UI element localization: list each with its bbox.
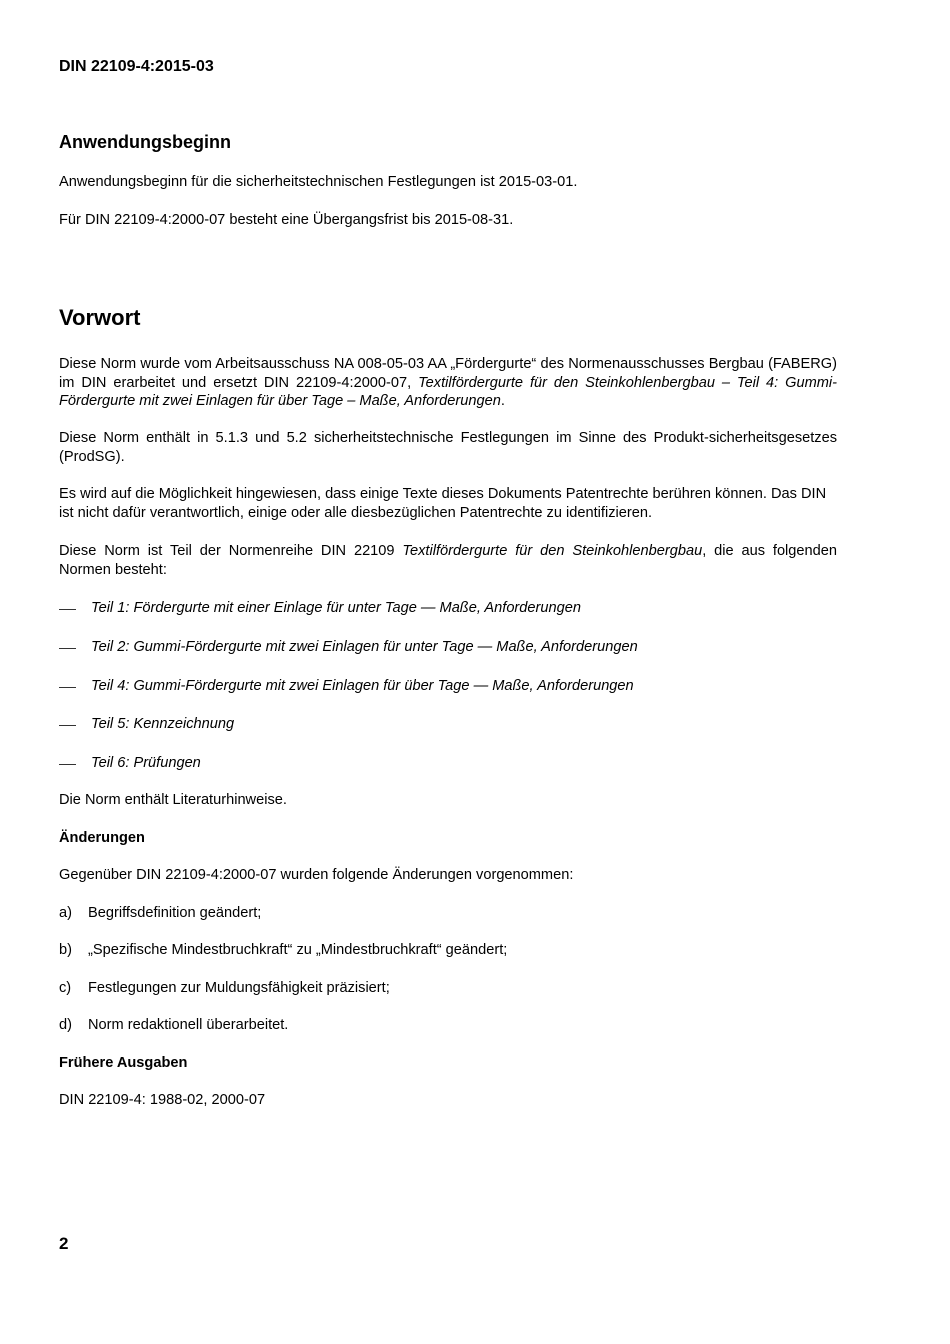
list-item-text: Teil 2: Gummi-Fördergurte mit zwei Einlagen für unter Tage — Maße, Anforderungen — [91, 639, 638, 655]
paragraph: DIN 22109-4: 1988-02, 2000-07 — [59, 1092, 266, 1108]
series-title: Textilfördergurte für den Steinkohlenbergbau — [402, 543, 703, 559]
paragraph: Anwendungsbeginn für die sicherheitstechnischen Festlegungen ist 2015-03-01. — [59, 174, 578, 190]
page-number: 2 — [59, 1234, 69, 1253]
paragraph — [59, 355, 837, 411]
paragraph: Die Norm enthält Literaturhinweise. — [59, 792, 287, 808]
section-heading-anwendungsbeginn: Anwendungsbeginn — [59, 132, 231, 152]
list-item-text: Norm redaktionell überarbeitet. — [88, 1017, 289, 1033]
section-heading-vorwort: Vorwort — [59, 305, 141, 330]
list-item-text: Festlegungen zur Muldungsfähigkeit präzisiert; — [88, 980, 390, 996]
list-item-label: c) — [59, 980, 72, 996]
list-item-text: Teil 6: Prüfungen — [91, 755, 201, 771]
list-item-text: Teil 5: Kennzeichnung — [91, 716, 235, 732]
paragraph: Diese Norm enthält in 5.1.3 und 5.2 sicherheitstechnische Festlegungen im Sinne des Produkt-sicherheitsgesetzes (ProdSG). — [59, 430, 837, 465]
list-item-text: Teil 4: Gummi-Fördergurte mit zwei Einlagen für über Tage — Maße, Anforderungen — [91, 678, 634, 694]
paragraph-text: Diese Norm ist Teil der Normenreihe DIN 22109 — [59, 543, 403, 559]
paragraph: Es wird auf die Möglichkeit hingewiesen, dass einige Texte dieses Dokuments Patentrechte berühren können. Das DIN ist nicht dafür verantwortlich, einige oder alle diesbezüglichen Patentrechte zu identifizieren. — [59, 486, 827, 521]
paragraph: Für DIN 22109-4:2000-07 besteht eine Übergangsfrist bis 2015-08-31. — [59, 212, 514, 228]
paragraph-text: Diese Norm wurde vom Arbeitsausschuss NA 008-05-03 AA „Fördergurte“ des Normenausschusses Bergbau (FABERG) im DIN erarbeitet und ersetzt DIN 22109-4:2000-07, — [59, 356, 837, 391]
subsection-heading-aenderungen: Änderungen — [59, 830, 145, 846]
list-item-text: Teil 1: Fördergurte mit einer Einlage für unter Tage — Maße, Anforderungen — [91, 600, 581, 616]
paragraph-text: , die aus folgenden Normen besteht: — [59, 543, 837, 578]
list-item-text: „Spezifische Mindestbruchkraft“ zu „Mindestbruchkraft“ geändert; — [88, 942, 508, 958]
list-item-label: d) — [59, 1017, 72, 1033]
paragraph: Gegenüber DIN 22109-4:2000-07 wurden folgende Änderungen vorgenommen: — [59, 867, 574, 883]
paragraph-text: . — [500, 393, 505, 410]
standard-title: Textilfördergurte für den Steinkohlenbergbau – Teil 4: Gummi-Fördergurte mit zwei Einlagen für über Tage – Maße, Anforderungen — [59, 374, 837, 410]
subsection-heading-fruehere-ausgaben: Frühere Ausgaben — [59, 1055, 188, 1071]
list-item-label: b) — [59, 942, 72, 958]
document-id-header: DIN 22109-4:2015-03 — [59, 58, 214, 75]
paragraph — [59, 542, 837, 579]
list-item-label: a) — [59, 905, 72, 921]
list-item-text: Begriffsdefinition geändert; — [88, 905, 262, 921]
